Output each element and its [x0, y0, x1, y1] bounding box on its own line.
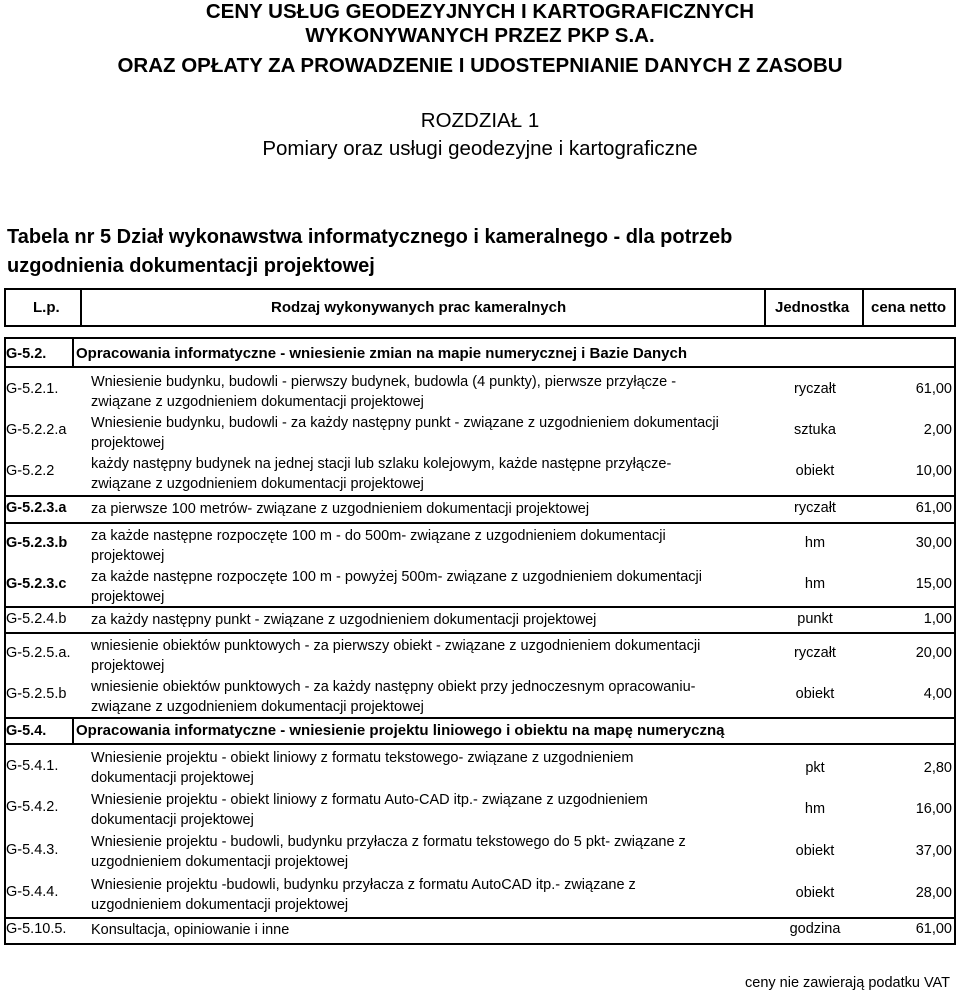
row-code: G-5.2.5.a.: [6, 645, 71, 661]
vat-note: ceny nie zawierają podatku VAT: [745, 975, 950, 991]
row-unit: obiekt: [795, 686, 835, 702]
row-code: G-5.4.4.: [6, 884, 59, 900]
row-price: 20,00: [915, 645, 952, 661]
row-code: G-5.2.3.c: [6, 576, 67, 592]
row-price: 2,00: [923, 422, 952, 438]
row-price: 61,00: [915, 921, 952, 937]
row-unit: punkt: [797, 611, 833, 627]
row-price: 37,00: [915, 843, 952, 859]
row-description: Wniesienie budynku, budowli - za każdy następny punkt - związane z uzgodnieniem dokumentacji projektowej: [91, 415, 719, 451]
column-header-price: cena netto: [871, 299, 947, 316]
row-unit: pkt: [805, 760, 825, 776]
document-title-line3: ORAZ OPŁATY ZA PROWADZENIE I UDOSTEPNIANIE DANYCH Z ZASOBU: [117, 54, 843, 77]
row-unit: obiekt: [795, 843, 835, 859]
row-price: 4,00: [923, 686, 952, 702]
row-code: G-5.4.3.: [6, 842, 59, 858]
table-title-line1: Tabela nr 5 Dział wykonawstwa informatycznego i kameralnego - dla potrzeb: [7, 226, 733, 248]
row-code: G-5.2.2.a: [6, 422, 67, 438]
row-description: Wniesienie projektu - obiekt liniowy z formatu tekstowego- związane z uzgodnieniem dokumentacji projektowej: [91, 750, 634, 786]
row-code: G-5.2.1.: [6, 381, 59, 397]
row-description: wniesienie obiektów punktowych - za każdy następny obiekt przy jednoczesnym opracowaniu- związane z uzgodnieniem dokumentacji projektowej: [91, 679, 696, 715]
row-unit: hm: [804, 801, 826, 817]
row-description: Wniesienie projektu -budowli, budynku przyłacza z formatu AutoCAD itp.- związane z uzgodnieniem dokumentacji projektowej: [91, 877, 636, 913]
row-unit: ryczałt: [794, 500, 836, 516]
row-code: G-5.4.2.: [6, 799, 59, 815]
row-description: Wniesienie projektu - budowli, budynku przyłacza z formatu tekstowego do 5 pkt- związane z uzgodnieniem dokumentacji projektowej: [91, 834, 686, 870]
row-unit: godzina: [789, 921, 841, 937]
chapter-title: Pomiary oraz usługi geodezyjne i kartograficzne: [262, 137, 698, 160]
row-unit: hm: [804, 535, 826, 551]
row-price: 30,00: [915, 535, 952, 551]
row-unit: ryczałt: [794, 381, 836, 397]
row-price: 1,00: [923, 611, 952, 627]
column-header-unit: Jednostka: [775, 299, 850, 316]
table-title-line2: uzgodnienia dokumentacji projektowej: [7, 255, 375, 277]
row-description: Wniesienie projektu - obiekt liniowy z formatu Auto-CAD itp.- związane z uzgodnieniem dokumentacji projektowej: [91, 792, 648, 828]
row-price: 61,00: [915, 500, 952, 516]
row-code: G-5.2.5.b: [6, 686, 67, 702]
row-unit: sztuka: [794, 422, 836, 438]
section-code: G-5.2.: [6, 346, 47, 362]
row-code: G-5.4.1.: [6, 758, 59, 774]
row-description: za każde następne rozpoczęte 100 m - powyżej 500m- związane z uzgodnieniem dokumentacji projektowej: [91, 569, 702, 605]
chapter-label: ROZDZIAŁ 1: [420, 109, 540, 132]
row-price: 10,00: [915, 463, 952, 479]
row-description: wniesienie obiektów punktowych - za pierwszy obiekt - związane z uzgodnieniem dokumentacji projektowej: [91, 638, 701, 674]
section-title: Opracowania informatyczne - wniesienie zmian na mapie numerycznej i Bazie Danych: [76, 345, 688, 362]
row-code: G-5.10.5.: [6, 921, 67, 937]
row-description: Konsultacja, opiniowanie i inne: [91, 922, 290, 938]
section-title: Opracowania informatyczne - wniesienie projektu liniowego i obiektu na mapę numeryczną: [76, 722, 725, 739]
section-code: G-5.4.: [6, 723, 47, 739]
column-header-lp: L.p.: [33, 299, 60, 316]
row-description: za każde następne rozpoczęte 100 m - do 500m- związane z uzgodnieniem dokumentacji projektowej: [91, 528, 666, 564]
row-price: 61,00: [915, 381, 952, 397]
document-title-line1: CENY USŁUG GEODEZYJNYCH I KARTOGRAFICZNYCH: [205, 0, 755, 23]
column-header-type: Rodzaj wykonywanych prac kameralnych: [271, 299, 567, 316]
row-price: 2,80: [923, 760, 952, 776]
row-description: za pierwsze 100 metrów- związane z uzgodnieniem dokumentacji projektowej: [91, 501, 590, 517]
row-description: każdy następny budynek na jednej stacji lub szlaku kolejowym, każde następne przyłącze- związane z uzgodnieniem dokumentacji projektowej: [91, 456, 672, 492]
row-unit: ryczałt: [794, 645, 836, 661]
row-price: 16,00: [915, 801, 952, 817]
row-code: G-5.2.3.b: [6, 535, 68, 551]
row-code: G-5.2.2: [6, 463, 55, 479]
row-price: 15,00: [915, 576, 952, 592]
row-description: Wniesienie budynku, budowli - pierwszy budynek, budowla (4 punkty), pierwsze przyłącze - związane z uzgodnieniem dokumentacji projektowej: [91, 374, 677, 410]
row-description: za każdy następny punkt - związane z uzgodnieniem dokumentacji projektowej: [91, 612, 597, 628]
row-unit: obiekt: [795, 885, 835, 901]
row-price: 28,00: [915, 885, 952, 901]
document-title-line2: WYKONYWANYCH PRZEZ PKP S.A.: [305, 24, 655, 47]
row-code: G-5.2.3.a: [6, 500, 67, 516]
row-unit: obiekt: [795, 463, 835, 479]
row-unit: hm: [804, 576, 826, 592]
row-code: G-5.2.4.b: [6, 611, 67, 627]
